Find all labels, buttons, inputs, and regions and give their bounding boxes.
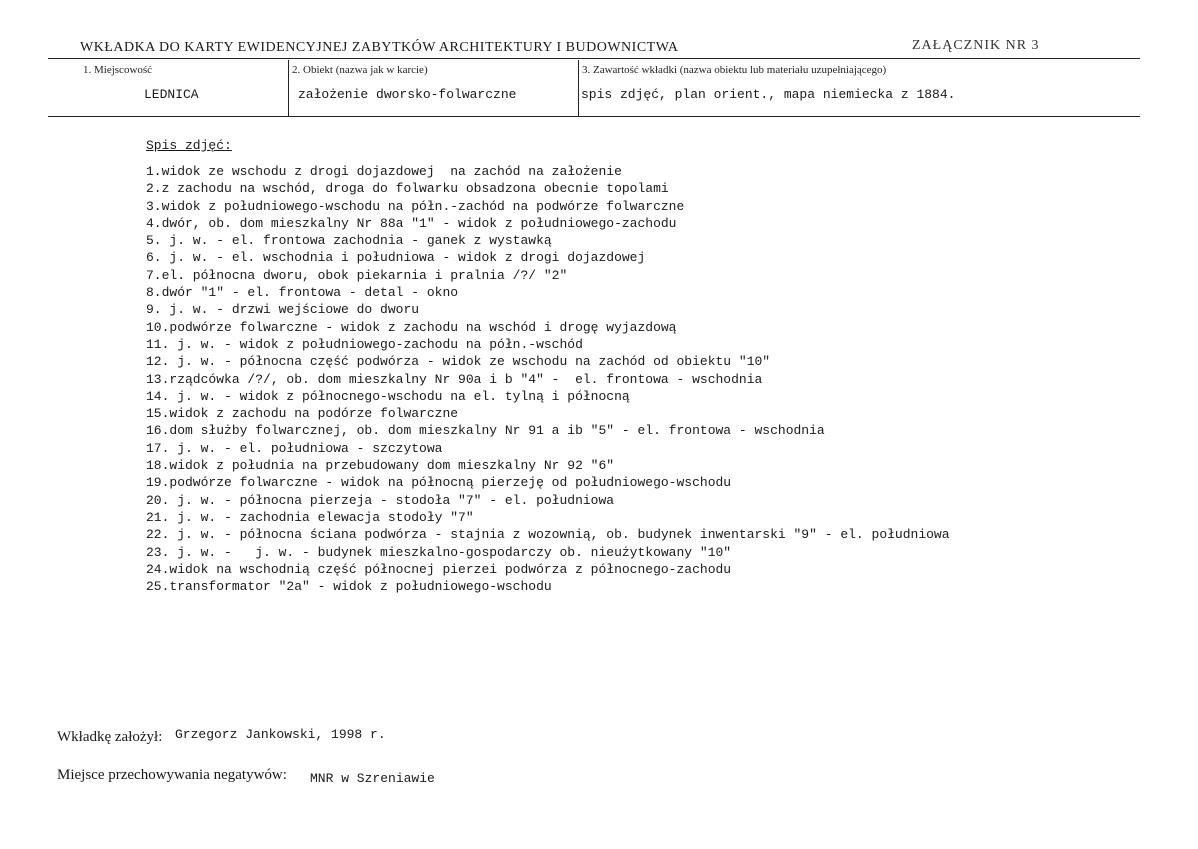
object-value: założenie dworsko-folwarczne xyxy=(298,87,517,102)
photo-list-item: 25.transformator "2a" - widok z południowego-wschodu xyxy=(146,579,552,595)
table-bottom-rule xyxy=(48,116,1140,117)
photo-list-item: 22. j. w. - północna ściana podwórza - stajnia z wozownią, ob. budynek inwentarski "9" - el. południowa xyxy=(146,527,950,543)
photo-list-item: 10.podwórze folwarczne - widok z zachodu na wschód i drogę wyjazdową xyxy=(146,319,677,335)
photo-list-item: 16.dom służby folwarcznej, ob. dom mieszkalny Nr 91 a ib "5" - el. frontowa - wschodnia xyxy=(146,423,825,439)
column-divider xyxy=(578,60,579,116)
column-divider xyxy=(288,60,289,116)
photo-list-item: 6. j. w. - el. wschodnia i południowa - widok z drogi dojazdowej xyxy=(146,250,646,266)
photo-list-item: 3.widok z południowego-wschodu na półn.-zachód na podwórze folwarczne xyxy=(146,198,685,214)
photo-list xyxy=(146,163,950,595)
photo-list-item: 5. j. w. - el. frontowa zachodnia - ganek z wystawką xyxy=(146,233,552,249)
photo-list-item: 20. j. w. - północna pierzeja - stodoła "7" - el. południowa xyxy=(146,492,615,508)
photo-list-item: 13.rządcówka /?/, ob. dom mieszkalny Nr 90a i b "4" - el. frontowa - wschodnia xyxy=(146,371,763,387)
photo-list-item: 18.widok z południa na przebudowany dom mieszkalny Nr 92 "6" xyxy=(146,458,615,474)
locality-label: 1. Miejscowość xyxy=(83,64,153,76)
annex-number: ZAŁĄCZNIK NR 3 xyxy=(912,38,1040,53)
photo-list-item: 14. j. w. - widok z północnego-wschodu na el. tylną i północną xyxy=(146,388,630,404)
document-title: WKŁADKA DO KARTY EWIDENCYJNEJ ZABYTKÓW ARCHITEKTURY I BUDOWNICTWA xyxy=(80,40,679,55)
photo-list-item: 24.widok na wschodnią część północnej pierzei podwórza z północnego-zachodu xyxy=(146,561,732,577)
photo-list-item: 15.widok z zachodu na podórze folwarczne xyxy=(146,406,459,422)
author-value: Grzegorz Jankowski, 1998 r. xyxy=(175,727,386,742)
photo-list-item: 1.widok ze wschodu z drogi dojazdowej na zachód na założenie xyxy=(146,164,622,179)
contents-value: spis zdjęć, plan orient., mapa niemiecka z 1884. xyxy=(581,87,956,102)
photo-list-item: 19.podwórze folwarczne - widok na północną pierzeję od południowego-wschodu xyxy=(146,475,732,491)
photo-list-item: 23. j. w. - j. w. - budynek mieszkalno-gospodarczy ob. nieużytkowany "10" xyxy=(146,544,732,560)
locality-value: LEDNICA xyxy=(144,87,199,102)
table-top-rule xyxy=(48,58,1140,59)
contents-label: 3. Zawartość wkładki (nazwa obiektu lub materiału uzupełniającego) xyxy=(582,64,887,76)
storage-value: MNR w Szreniawie xyxy=(310,771,435,786)
photo-list-item: 9. j. w. - drzwi wejściowe do dworu xyxy=(146,302,420,318)
photo-list-item: 12. j. w. - północna część podwórza - widok ze wschodu na zachód od obiektu "10" xyxy=(146,354,771,370)
photo-list-item: 4.dwór, ob. dom mieszkalny Nr 88a "1" - widok z południowego-zachodu xyxy=(146,215,677,231)
photo-list-item: 21. j. w. - zachodnia elewacja stodoły "7" xyxy=(146,509,474,525)
photo-list-item: 11. j. w. - widok z południowego-zachodu na półn.-wschód xyxy=(146,336,583,352)
object-label: 2. Obiekt (nazwa jak w karcie) xyxy=(292,64,428,76)
photo-list-item: 8.dwór "1" - el. frontowa - detal - okno xyxy=(146,285,459,301)
photo-list-title: Spis zdjęć: xyxy=(146,138,232,153)
photo-list-item: 2.z zachodu na wschód, droga do folwarku obsadzona obecnie topolami xyxy=(146,181,669,197)
photo-list-item: 7.el. północna dworu, obok piekarnia i pralnia /?/ "2" xyxy=(146,267,568,283)
photo-list-item: 17. j. w. - el. południowa - szczytowa xyxy=(146,440,443,456)
author-label: Wkładkę założył: xyxy=(57,729,163,745)
storage-label: Miejsce przechowywania negatywów: xyxy=(57,767,287,783)
